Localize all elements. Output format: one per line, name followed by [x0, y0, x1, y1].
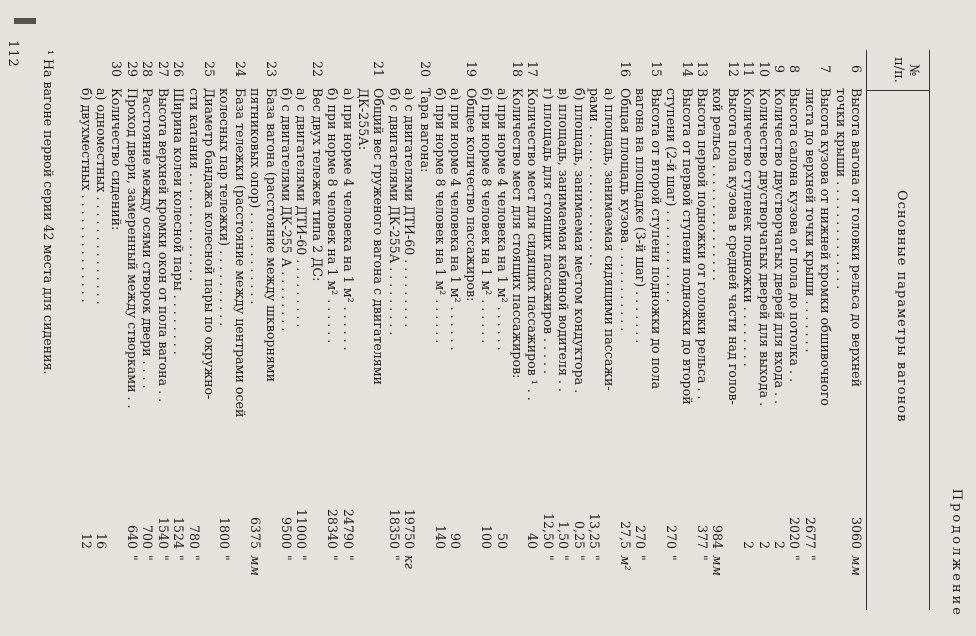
row-unit: " [787, 555, 803, 561]
row-value: 2677 [802, 516, 818, 549]
row-parameter: б) при норме 8 человек на 1 м² . . . . . . [325, 88, 341, 344]
row-value: 90 [448, 532, 464, 549]
row-value: 50 [494, 532, 510, 549]
page-edge-mark [14, 18, 36, 24]
row-parameter: ДК-255А: [356, 88, 371, 151]
row-unit: " [664, 555, 680, 561]
table-row [171, 50, 186, 610]
row-number: 8 [787, 64, 803, 73]
row-number: 28 [140, 60, 156, 78]
row-parameter: Высота салона кузова от пола до потолка . . [787, 88, 803, 383]
row-parameter: Высота вагона от головки рельса до верхней [849, 88, 864, 387]
table-row [94, 50, 109, 610]
table-row [525, 50, 540, 610]
table-row [818, 50, 833, 610]
row-number: 24 [232, 60, 248, 78]
table-row [294, 50, 309, 610]
row-value: 12,50 [540, 512, 556, 549]
row-unit: " [340, 555, 356, 561]
row-value: 640 [124, 524, 140, 549]
row-parameter: Общая площадь кузова . . . . . . . . . . . [617, 88, 633, 332]
row-number: 19 [463, 60, 479, 78]
row-parameter: в) площадь, занимаемая кабиной водителя . . [556, 88, 572, 392]
row-number: 18 [510, 60, 526, 78]
row-parameter: Вес двух тележек типа 2 ДС: [309, 88, 325, 282]
row-parameter: г) площадь для стоящих пассажиров . . . . . [540, 88, 556, 375]
table-row [633, 50, 648, 610]
row-value: 1540 [155, 516, 171, 549]
row-parameter: Высота от первой ступени подножки до второй [679, 88, 695, 405]
row-number: 25 [201, 60, 217, 78]
row-unit: " [140, 555, 156, 561]
row-parameter: сти катания . . . . . . . . . . . . . . [186, 88, 202, 282]
row-parameter: б) при норме 8 человек на 1 м² . . . . . . [433, 88, 449, 344]
table-row [279, 50, 294, 610]
page-number: 112 [5, 40, 20, 68]
row-value: 140 [433, 524, 449, 549]
row-parameter: а) площадь, занимаемая сидящими пассажи- [602, 88, 618, 391]
row-parameter: а) при норме 4 человека на 1 м² . . . . . . [448, 88, 464, 351]
table-row [325, 50, 340, 610]
row-parameter: Количество двустворчатых дверей для выхода . [756, 88, 772, 407]
table-row [263, 50, 278, 610]
row-unit: " [278, 555, 294, 561]
row-unit: " [386, 555, 402, 561]
column-header-number: № п/п. [891, 57, 921, 83]
row-value: 100 [479, 524, 495, 549]
row-parameter: Количество ступенек подножки . . . . . . . . [741, 88, 757, 367]
row-parameter: Общий вес груженого вагона с двигателями [371, 88, 387, 385]
row-value: 0,25 [571, 520, 587, 549]
row-unit: " [694, 555, 710, 561]
table-row [802, 50, 817, 610]
table-row [556, 50, 571, 610]
row-number: 15 [648, 60, 664, 78]
table-row [155, 50, 170, 610]
table-row [78, 50, 93, 610]
row-value: 780 [186, 524, 202, 549]
row-parameter: База вагона (расстояние между шкворнями [263, 88, 279, 382]
row-unit: " [556, 555, 572, 561]
table-row [602, 50, 617, 610]
row-unit: " [124, 555, 140, 561]
row-value: 12 [78, 532, 94, 549]
row-number: 12 [725, 60, 741, 78]
table-row [186, 50, 201, 610]
row-value: 2 [771, 540, 787, 549]
row-unit: " [633, 555, 649, 561]
row-unit: м² [617, 555, 633, 571]
row-parameter: а) при норме 4 человека на 1 м² . . . . . . [494, 88, 510, 351]
row-number: 11 [741, 60, 757, 78]
table-row [710, 50, 725, 610]
row-value: 1800 [217, 516, 233, 549]
row-value: 1524 [171, 516, 187, 549]
row-number: 9 [771, 64, 787, 73]
row-parameter: Количество двустворчатых дверей для входа . . [771, 88, 787, 405]
row-parameter: а) при норме 4 человека на 1 м² . . . . . . [340, 88, 356, 351]
row-parameter: Количество сидений: [109, 88, 125, 231]
row-parameter: Расстояние между осями створок двери . . . . [140, 88, 156, 389]
row-parameter: Высота первой подножки от головки рельса . . [694, 88, 710, 400]
row-number: 21 [371, 60, 387, 78]
row-value: 377 [694, 524, 710, 549]
row-number: 14 [679, 60, 695, 78]
row-unit: " [325, 555, 341, 561]
table-row [679, 50, 694, 610]
row-parameter: Высота кузова от нижней кромки обшивочного [818, 88, 834, 406]
table-row [587, 50, 602, 610]
row-unit: " [802, 555, 818, 561]
row-number: 30 [109, 60, 125, 78]
row-unit: мм [710, 555, 726, 576]
row-value: 11000 [294, 508, 310, 549]
table-row [648, 50, 663, 610]
table-row [849, 50, 864, 610]
table-row [402, 50, 417, 610]
row-value: 13,25 [587, 512, 603, 549]
row-parameter: рами . . . . . . . . . . . . . . . . . . [587, 88, 603, 266]
row-value: 28340 [325, 508, 341, 549]
row-parameter: а) с двигателями ДТИ-60 . . . . . . . . . [294, 88, 310, 328]
table-row [833, 50, 848, 610]
row-parameter: База тележки (расстояние между центрами осей [232, 88, 248, 418]
column-divider [867, 90, 929, 91]
row-value: 270 [633, 524, 649, 549]
row-value: 984 [710, 524, 726, 549]
row-parameter: Проход двери, замеренный между створками . . [124, 88, 140, 409]
row-parameter: Высота пола кузова в средней части над голов- [725, 88, 741, 405]
table-row [109, 50, 124, 610]
row-parameter: Высота верхней кромки окон от пола вагона . . [155, 88, 171, 403]
table-row [448, 50, 463, 610]
table-row [571, 50, 586, 610]
table-row [309, 50, 324, 610]
row-parameter: Ширина колеи колесной пары . . . . . . . . [171, 88, 187, 355]
row-parameter: б) площадь, занимаемая местом кондуктора . [571, 88, 587, 394]
table-row [479, 50, 494, 610]
row-parameter: Тара вагона: [417, 88, 433, 173]
row-parameter: б) двухместных . . . . . . . . . . . . . . [78, 88, 94, 303]
table-row [741, 50, 756, 610]
row-value: 6375 [248, 516, 264, 549]
continued-label: Продолжение [949, 488, 964, 618]
row-parameter: Количество мест для стоящих пассажиров: [510, 88, 526, 379]
table-row [125, 50, 140, 610]
row-parameter: вагона на площадке (3-й шаг) . . . . . . . [633, 88, 649, 344]
row-value: 1,50 [556, 520, 572, 549]
row-value: 16 [94, 532, 110, 549]
row-unit: кг [402, 555, 418, 569]
table-row [248, 50, 263, 610]
parameters-table [78, 50, 864, 610]
row-value: 18350 [386, 508, 402, 549]
row-unit: " [155, 555, 171, 561]
row-parameter: пятниковых опор) . . . . . . . . . . . . [248, 88, 264, 305]
table-row [463, 50, 478, 610]
row-unit: " [571, 555, 587, 561]
row-value: 27,5 [617, 520, 633, 549]
table-row [618, 50, 633, 610]
row-number: 10 [756, 60, 772, 78]
row-number: 7 [818, 64, 834, 73]
row-parameter: колесных пар тележки) . . . . . . . . . . [217, 88, 233, 327]
table-row [340, 50, 355, 610]
footnote: ¹ На вагоне первой серии 42 места для сидения. [41, 50, 56, 375]
table-row [510, 50, 525, 610]
row-unit: " [587, 555, 603, 561]
table-row [664, 50, 679, 610]
row-parameter: а) одноместных . . . . . . . . . . . . . . [94, 88, 110, 305]
row-number: 16 [617, 60, 633, 78]
row-parameter: б) при норме 8 человек на 1 м² . . . . . . [479, 88, 495, 344]
column-header-title: Основные параметры вагонов [894, 190, 909, 423]
row-value: 2 [756, 540, 772, 549]
row-number: 6 [849, 64, 864, 73]
row-parameter: а) с двигателями ДТИ-60 . . . . . . . . . [402, 88, 418, 328]
row-value: 700 [140, 524, 156, 549]
row-value: 3060 [849, 516, 864, 549]
row-number: 22 [309, 60, 325, 78]
row-parameter: б) с двигателями ДК-255 А . . . . . . . . [278, 88, 294, 332]
table-row [356, 50, 371, 610]
table-row [232, 50, 247, 610]
row-parameter: кой рельса . . . . . . . . . . . . . . . [710, 88, 726, 281]
row-parameter: листа до верхней точки крыши . . . . . . . [802, 88, 818, 353]
row-unit: мм [248, 555, 264, 576]
row-value: 2020 [787, 516, 803, 549]
row-value: 270 [664, 524, 680, 549]
table-row [371, 50, 386, 610]
row-value: 9500 [278, 516, 294, 549]
row-unit: " [217, 555, 233, 561]
row-unit: " [294, 555, 310, 561]
table-row [386, 50, 401, 610]
row-number: 29 [124, 60, 140, 78]
row-number: 17 [525, 60, 541, 78]
row-unit: " [540, 555, 556, 561]
row-unit: мм [849, 555, 864, 576]
table-header [866, 50, 930, 610]
row-unit: " [186, 555, 202, 561]
table-row [540, 50, 555, 610]
table-row [494, 50, 509, 610]
row-number: 13 [694, 60, 710, 78]
row-value: 24790 [340, 508, 356, 549]
table-row [433, 50, 448, 610]
table-row [772, 50, 787, 610]
row-parameter: ступени (2-й шаг) . . . . . . . . . . . . [664, 88, 680, 303]
row-parameter: точки крыши . . . . . . . . . . . . . . [833, 88, 849, 290]
table-row [756, 50, 771, 610]
row-parameter: Общее количество пассажиров: [463, 88, 479, 302]
row-number: 26 [171, 60, 187, 78]
row-value: 2 [741, 540, 757, 549]
table-row [140, 50, 155, 610]
row-number: 23 [263, 60, 279, 78]
table-row [787, 50, 802, 610]
table-row [695, 50, 710, 610]
row-number: 27 [155, 60, 171, 78]
row-parameter: Высота от второй ступени подножки до пола [648, 88, 664, 390]
row-value: 19750 [402, 508, 418, 549]
row-value: 40 [525, 532, 541, 549]
table-row [417, 50, 432, 610]
row-parameter: Диаметр бандажа колесной пары по окружно- [201, 88, 217, 400]
row-unit: " [171, 555, 187, 561]
row-number: 20 [417, 60, 433, 78]
table-row [725, 50, 740, 610]
table-row [202, 50, 217, 610]
table-row [217, 50, 232, 610]
row-parameter: б) с двигателями ДК-255А . . . . . . . . . [386, 88, 402, 336]
row-parameter: Количество мест для сидящих пассажиров ¹ . . [525, 88, 541, 401]
